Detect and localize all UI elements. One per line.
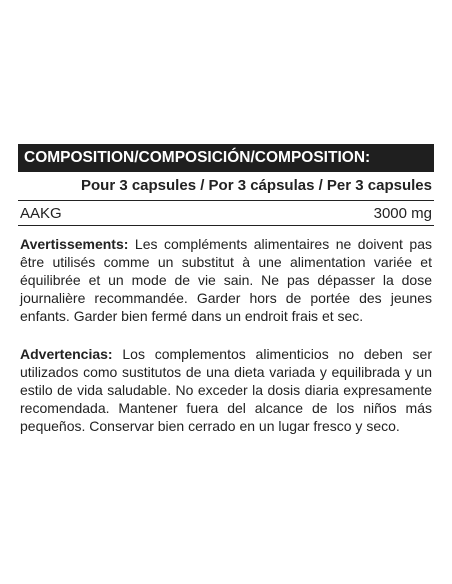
warning-french xyxy=(18,235,434,325)
ingredient-name: AAKG xyxy=(20,205,62,222)
warning-spanish-label: Advertencias: xyxy=(20,346,113,362)
warning-french-text: Les compléments alimentaires ne doivent pas être utilisés comme un substitut à une alimentation variée et équilibrée et un mode de vie sain. Ne pas dépasser la dose journalière recommandée. Garder hors de portée des jeunes enfants. Garder bien fermé dans un endroit frais et sec. xyxy=(20,236,432,324)
serving-size: Pour 3 capsules / Por 3 cápsulas / Per 3 capsules xyxy=(18,172,434,201)
ingredient-row xyxy=(18,201,434,226)
warning-french-label: Avertissements: xyxy=(20,236,129,252)
warning-spanish-text: Los complementos alimenticios no deben ser utilizados como sustitutos de una dieta variada y equilibrada y un estilo de vida saludable. No exceder la dosis diaria expresamente recomendada. Mantener fuera del alcance de los niños más pequeños. Conservar bien cerrado en un lugar fresco y seco. xyxy=(20,346,432,434)
warning-spanish xyxy=(18,345,434,435)
ingredient-amount: 3000 mg xyxy=(373,205,432,222)
composition-header: COMPOSITION/COMPOSICIÓN/COMPOSITION: xyxy=(18,144,434,172)
composition-panel xyxy=(18,144,434,435)
